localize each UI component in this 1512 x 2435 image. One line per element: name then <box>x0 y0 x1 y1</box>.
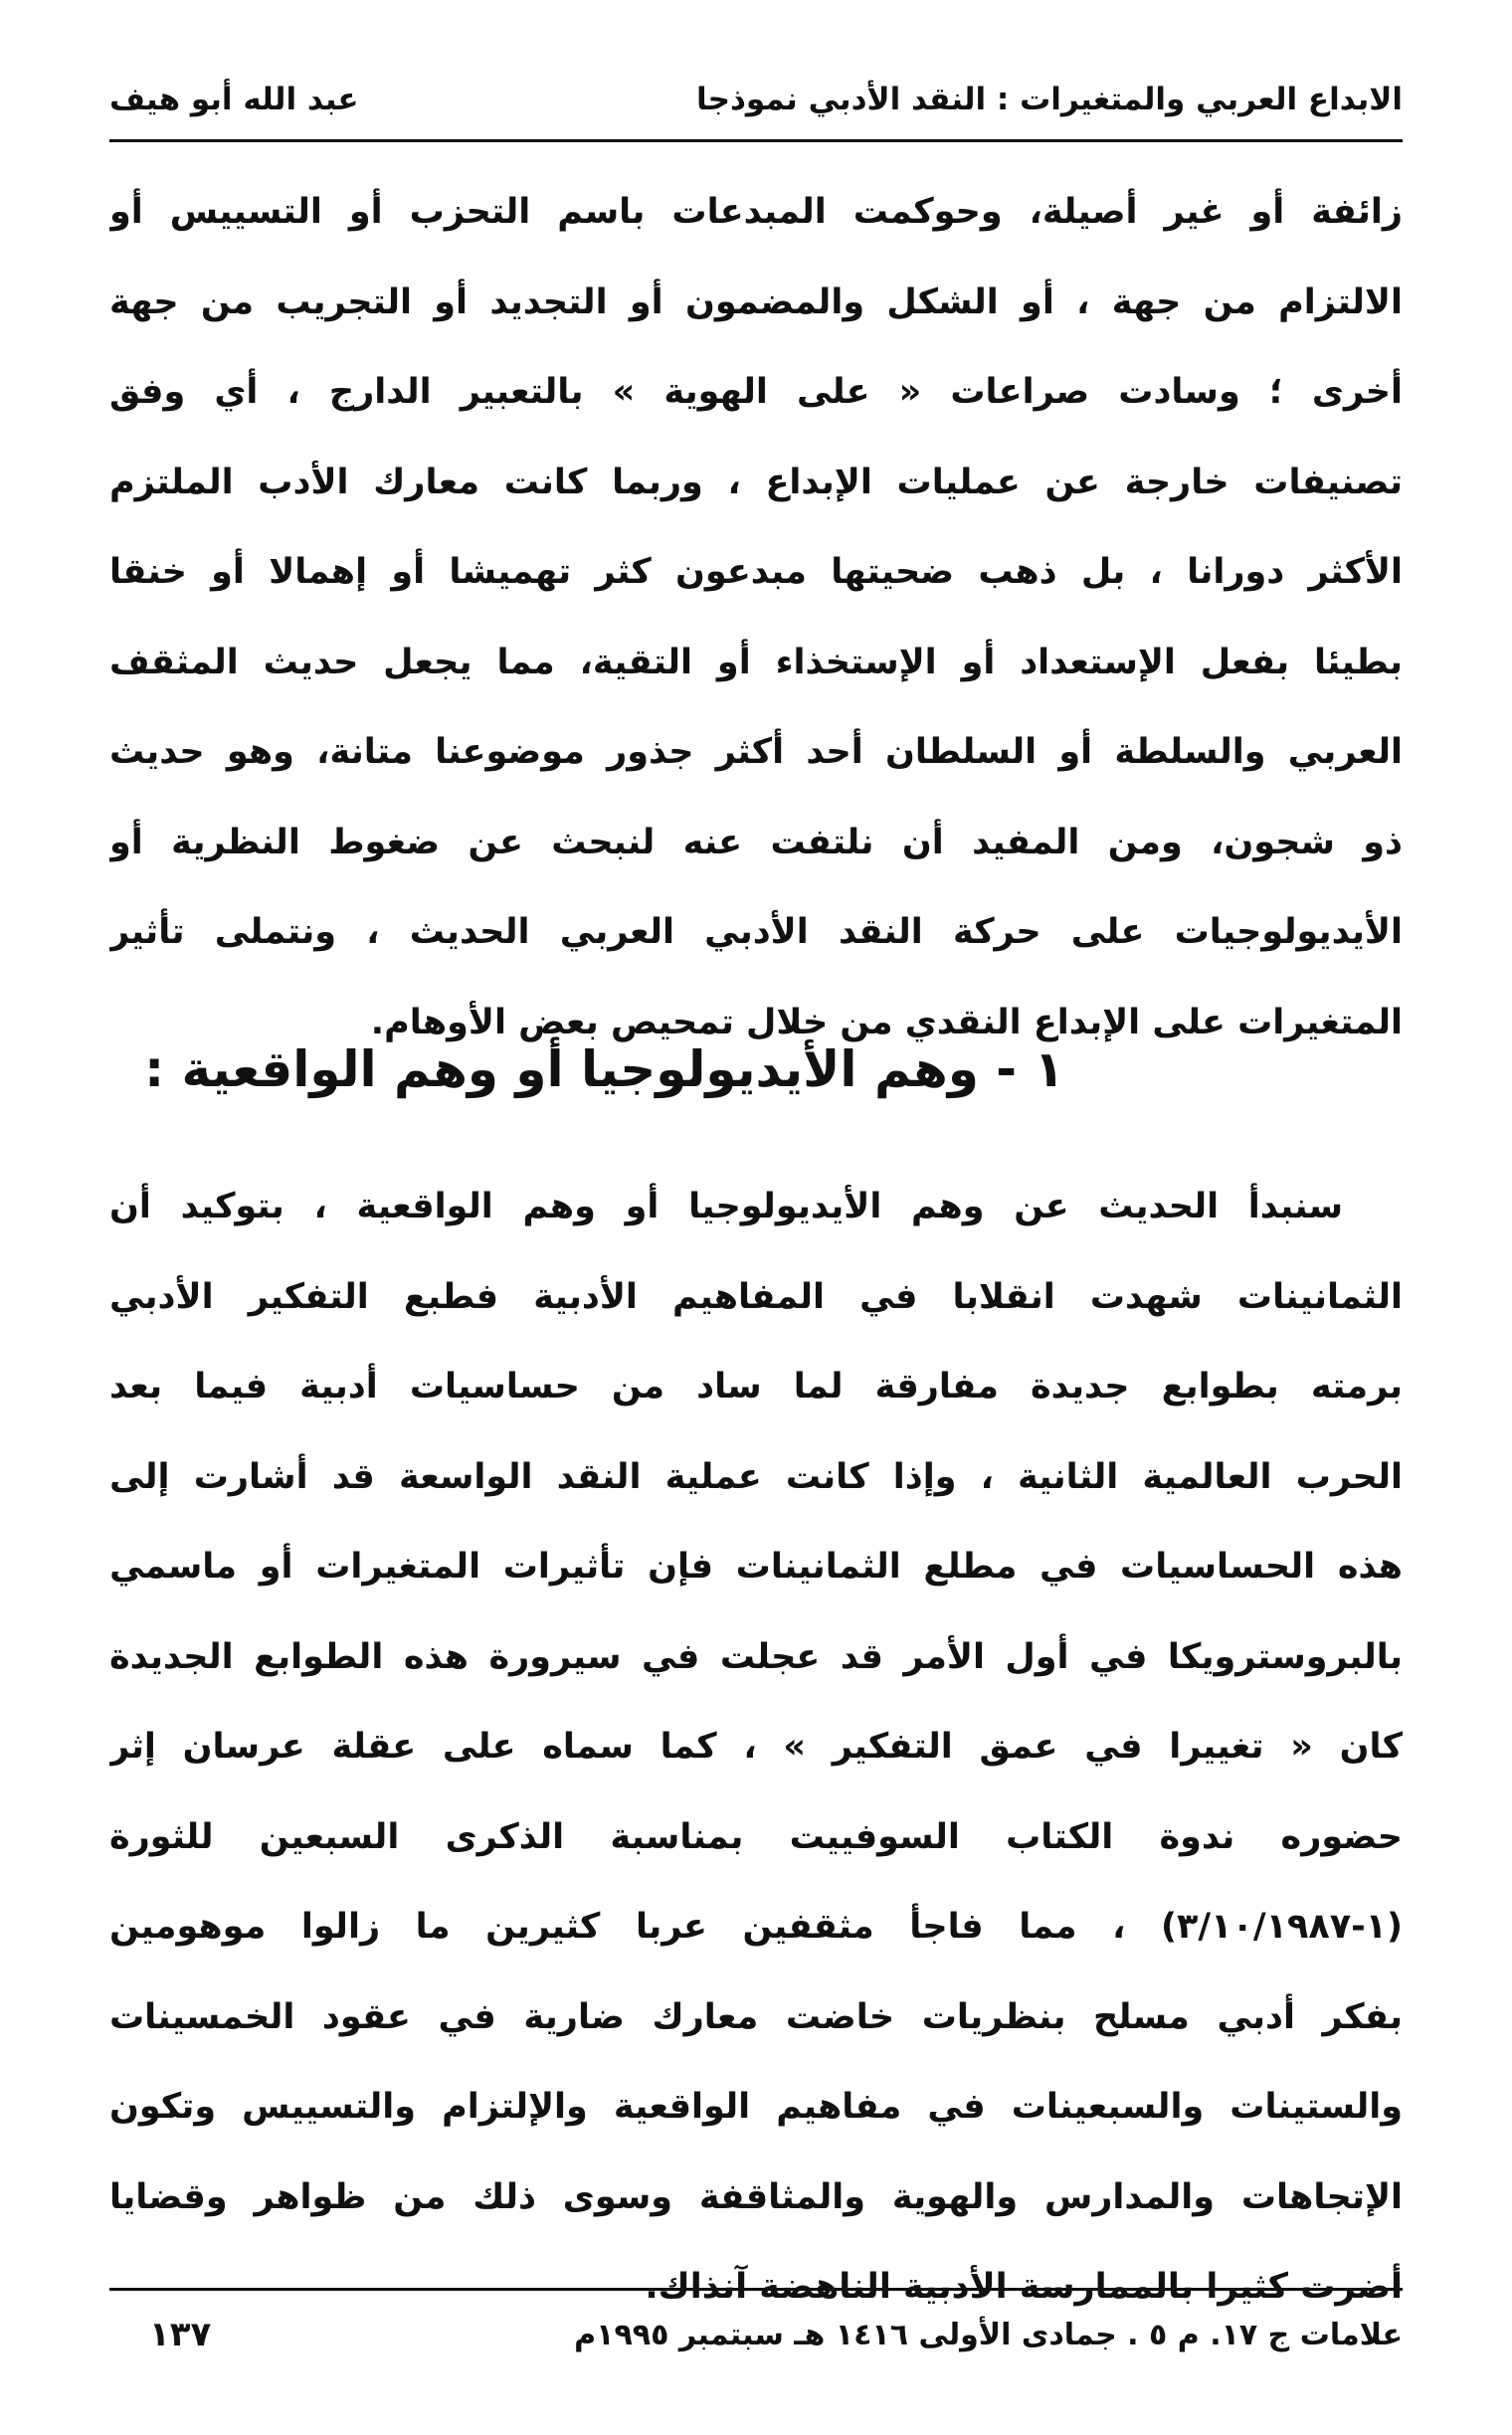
paragraph-line: الحرب العالمية الثانية ، وإذا كانت عملية النقد الواسعة قد أشارت إلى <box>109 1456 1403 1497</box>
paragraph-line: زائفة أو غير أصيلة، وحوكمت المبدعات باسم التحزب أو التسييس أو <box>109 192 1403 232</box>
paragraph-line: برمته بطوابع جديدة مفارقة لما ساد من حساسيات أدبية فيما بعد <box>109 1367 1403 1406</box>
paragraph-2 <box>109 1162 1403 2333</box>
paragraph-1 <box>109 167 1403 1067</box>
running-header-author: عبد الله أبو هيف <box>109 82 359 117</box>
running-header-title: الابداع العربي والمتغيرات : النقد الأدبي نموذجا <box>696 82 1403 117</box>
paragraph-line: الأيديولوجيات على حركة النقد الأدبي العربي الحديث ، ونتملى تأثير <box>109 912 1403 952</box>
paragraph-line: بالبروسترويكا في أول الأمر قد عجلت في سيرورة هذه الطوابع الجديدة <box>109 1636 1403 1677</box>
footer-divider <box>109 2288 1403 2291</box>
paragraph-line: أخرى ؛ وسادت صراعات « على الهوية » بالتعبير الدارج ، أي وفق <box>109 372 1403 412</box>
page-number: ١٣٧ <box>149 2315 212 2354</box>
paragraph-line: الالتزام من جهة ، أو الشكل والمضمون أو التجديد أو التجريب من جهة <box>109 281 1403 322</box>
paragraph-line: حضوره ندوة الكتاب السوفييت بمناسبة الذكرى السبعين للثورة <box>109 1816 1403 1857</box>
paragraph-line: الثمانينات شهدت انقلابا في المفاهيم الأدبية فطبع التفكير الأدبي <box>109 1276 1403 1317</box>
paragraph-line: ذو شجون، ومن المفيد أن نلتفت عنه لنبحث عن ضغوط النظرية أو <box>109 822 1403 862</box>
footer-citation: علامات ج ١٧. م ٥ . جمادى الأولى ١٤١٦ هـ سبتمبر ١٩٩٥م <box>574 2317 1403 2352</box>
paragraph-line: الإتجاهات والمدارس والهوية والمثاقفة وسوى ذلك من ظواهر وقضايا <box>109 2176 1403 2217</box>
running-header <box>109 70 1403 142</box>
paragraph-line: المتغيرات على الإبداع النقدي من خلال تمحيص بعض الأوهام. <box>370 1002 1403 1042</box>
page-footer <box>109 2310 1403 2359</box>
paragraph-line: (١-٣/١٠/١٩٨٧) ، مما فاجأ مثقفين عربا كثيرين ما زالوا موهومين <box>109 1907 1403 1947</box>
paragraph-line: تصنيفات خارجة عن عمليات الإبداع ، وربما كانت معارك الأدب الملتزم <box>109 462 1403 502</box>
paragraph-line: والستينات والسبعينات في مفاهيم الواقعية والإلتزام والتسييس وتكون <box>109 2087 1403 2127</box>
paragraph-line: بفكر أدبي مسلح بنظريات خاضت معارك ضارية في عقود الخمسينات <box>109 1996 1403 2037</box>
paragraph-line: سنبدأ الحديث عن وهم الأيديولوجيا أو وهم الواقعية ، بتوكيد أن <box>109 1187 1343 1226</box>
section-heading: ١ - وهم الأيديولوجيا أو وهم الواقعية : <box>144 1040 1064 1098</box>
paragraph-line: أضرت كثيرا بالممارسة الأدبية الناهضة آنذاك. <box>645 2267 1403 2307</box>
paragraph-line: كان « تغييرا في عمق التفكير » ، كما سماه على عقلة عرسان إثر <box>109 1727 1403 1767</box>
paragraph-line: هذه الحساسيات في مطلع الثمانينات فإن تأثيرات المتغيرات أو ماسمي <box>109 1547 1403 1587</box>
paragraph-line: بطيئا بفعل الإستعداد أو الإستخذاء أو التقية، مما يجعل حديث المثقف <box>109 642 1403 682</box>
paragraph-line: العربي والسلطة أو السلطان أحد أكثر جذور موضوعنا متانة، وهو حديث <box>109 732 1403 772</box>
paragraph-line: الأكثر دورانا ، بل ذهب ضحيتها مبدعون كثر تهميشا أو إهمالا أو خنقا <box>109 552 1403 592</box>
document-page <box>109 60 1403 2377</box>
